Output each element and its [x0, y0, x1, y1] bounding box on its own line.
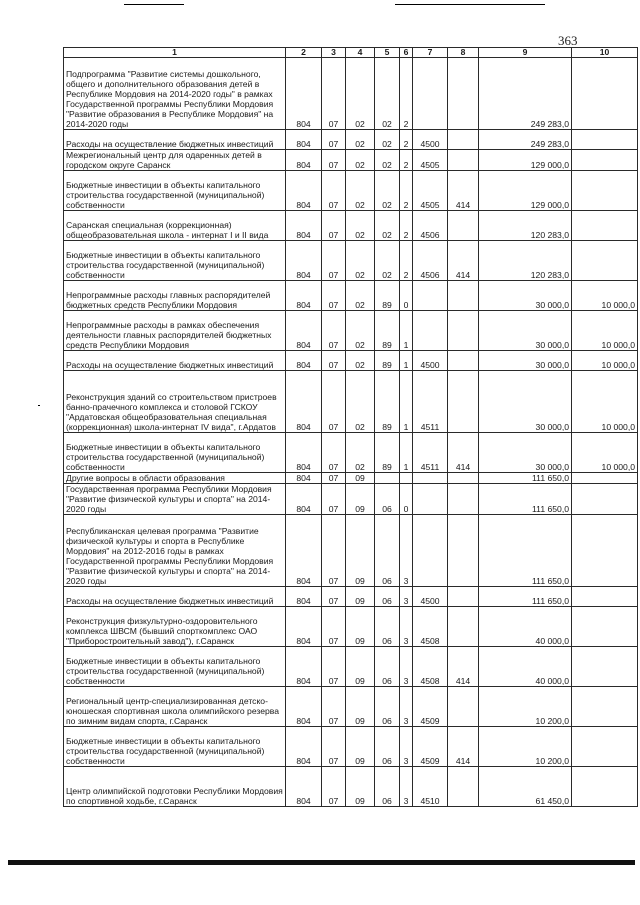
- cell-col-10: 10 000,0: [572, 311, 638, 351]
- cell-col-5: 06: [375, 484, 400, 515]
- cell-col-7: 4505: [413, 150, 448, 171]
- budget-table: [63, 47, 638, 807]
- cell-col-4: 02: [346, 433, 375, 473]
- cell-col-10: 10 000,0: [572, 281, 638, 311]
- table-row: [64, 473, 638, 484]
- cell-col-4: 09: [346, 607, 375, 647]
- cell-col-2: 804: [286, 473, 322, 484]
- table-header-row: [64, 48, 638, 58]
- cell-col-5: 89: [375, 371, 400, 433]
- cell-col-7: 4508: [413, 607, 448, 647]
- table-row: [64, 433, 638, 473]
- row-description: Расходы на осуществление бюджетных инвестиций: [64, 587, 286, 607]
- row-description: Реконструкция зданий со строительством пристроев банно-прачечного комплекса и столовой ГСКОУ "Ардатовская общеобразовательная специальная (коррекционная) школа-интернат IV вида", г.Ардатов: [64, 371, 286, 433]
- page-number: 363: [558, 33, 578, 48]
- cell-col-10: [572, 473, 638, 484]
- cell-col-10: 10 000,0: [572, 371, 638, 433]
- cell-col-6: 2: [400, 58, 413, 130]
- cell-col-8: [448, 473, 479, 484]
- cell-col-5: 02: [375, 171, 400, 211]
- row-description: Саранская специальная (коррекционная) общеобразовательная школа - интернат I и II вида: [64, 211, 286, 241]
- cell-col-8: [448, 767, 479, 807]
- cell-col-6: 3: [400, 727, 413, 767]
- row-description: Бюджетные инвестиции в объекты капитального строительства государственной (муниципальной) собственности: [64, 433, 286, 473]
- row-description: Межрегиональный центр для одаренных детей в городском округе Саранск: [64, 150, 286, 171]
- row-description: Государственная программа Республики Мордовия "Развитие физической культуры и спорта" на 2014-2020 годы: [64, 484, 286, 515]
- cell-col-3: 07: [322, 433, 346, 473]
- cell-col-3: 07: [322, 58, 346, 130]
- cell-col-4: 02: [346, 281, 375, 311]
- table-row: [64, 171, 638, 211]
- cell-col-8: [448, 587, 479, 607]
- cell-col-7: [413, 311, 448, 351]
- cell-col-5: 89: [375, 281, 400, 311]
- cell-col-4: 09: [346, 484, 375, 515]
- cell-col-4: 02: [346, 130, 375, 150]
- cell-col-7: 4506: [413, 241, 448, 281]
- cell-col-3: 07: [322, 171, 346, 211]
- cell-col-8: [448, 687, 479, 727]
- cell-col-5: 06: [375, 647, 400, 687]
- cell-col-2: 804: [286, 281, 322, 311]
- column-header-4: 4: [346, 48, 375, 58]
- cell-col-5: 02: [375, 211, 400, 241]
- cell-col-10: 10 000,0: [572, 433, 638, 473]
- scan-mark-left-edge: [38, 405, 40, 406]
- table-row: [64, 281, 638, 311]
- cell-col-3: 07: [322, 371, 346, 433]
- cell-col-6: 2: [400, 150, 413, 171]
- cell-col-7: [413, 281, 448, 311]
- column-header-2: 2: [286, 48, 322, 58]
- cell-col-10: [572, 607, 638, 647]
- cell-col-2: 804: [286, 433, 322, 473]
- cell-col-8: [448, 281, 479, 311]
- table-row: [64, 241, 638, 281]
- cell-col-5: 02: [375, 130, 400, 150]
- row-description: Региональный центр-специализированная детско-юношеская спортивная школа олимпийского резерва по зимним видам спорта, г.Саранск: [64, 687, 286, 727]
- cell-col-7: 4505: [413, 171, 448, 211]
- cell-col-6: 2: [400, 241, 413, 281]
- page-bottom-border: [8, 860, 635, 865]
- cell-col-9: 120 283,0: [479, 211, 572, 241]
- cell-col-7: 4508: [413, 647, 448, 687]
- cell-col-7: 4509: [413, 727, 448, 767]
- table-row: [64, 587, 638, 607]
- column-header-10: 10: [572, 48, 638, 58]
- cell-col-6: 2: [400, 130, 413, 150]
- cell-col-9: 111 650,0: [479, 473, 572, 484]
- cell-col-4: 09: [346, 727, 375, 767]
- cell-col-2: 804: [286, 687, 322, 727]
- cell-col-9: 61 450,0: [479, 767, 572, 807]
- cell-col-7: 4506: [413, 211, 448, 241]
- cell-col-10: 10 000,0: [572, 351, 638, 371]
- table-row: [64, 311, 638, 351]
- cell-col-10: [572, 171, 638, 211]
- cell-col-7: 4510: [413, 767, 448, 807]
- cell-col-9: 111 650,0: [479, 484, 572, 515]
- row-description: Другие вопросы в области образования: [64, 473, 286, 484]
- cell-col-6: 1: [400, 311, 413, 351]
- cell-col-2: 804: [286, 58, 322, 130]
- cell-col-4: 02: [346, 58, 375, 130]
- cell-col-7: 4509: [413, 687, 448, 727]
- row-description: Непрограммные расходы главных распорядителей бюджетных средств Республики Мордовия: [64, 281, 286, 311]
- cell-col-7: [413, 473, 448, 484]
- column-header-5: 5: [375, 48, 400, 58]
- cell-col-3: 07: [322, 241, 346, 281]
- cell-col-3: 07: [322, 687, 346, 727]
- cell-col-8: 414: [448, 647, 479, 687]
- row-description: Бюджетные инвестиции в объекты капитального строительства государственной (муниципальной) собственности: [64, 727, 286, 767]
- cell-col-6: 1: [400, 371, 413, 433]
- cell-col-9: 111 650,0: [479, 515, 572, 587]
- cell-col-8: [448, 607, 479, 647]
- cell-col-2: 804: [286, 607, 322, 647]
- table-row: [64, 371, 638, 433]
- cell-col-7: 4500: [413, 587, 448, 607]
- cell-col-10: [572, 515, 638, 587]
- table-row: [64, 727, 638, 767]
- cell-col-7: 4500: [413, 130, 448, 150]
- cell-col-8: [448, 58, 479, 130]
- cell-col-9: 249 283,0: [479, 130, 572, 150]
- cell-col-4: 02: [346, 371, 375, 433]
- cell-col-4: 02: [346, 150, 375, 171]
- cell-col-3: 07: [322, 607, 346, 647]
- table-body: [64, 58, 638, 807]
- cell-col-9: 30 000,0: [479, 351, 572, 371]
- cell-col-4: 02: [346, 311, 375, 351]
- column-header-7: 7: [413, 48, 448, 58]
- cell-col-5: 02: [375, 150, 400, 171]
- cell-col-5: 06: [375, 767, 400, 807]
- table-row: [64, 58, 638, 130]
- cell-col-9: 30 000,0: [479, 311, 572, 351]
- row-description: Республиканская целевая программа "Развитие физической культуры и спорта в Республике Мордовия" на 2012-2016 годы в рамках Государственной программы Республики Мордовия "Развитие физической культуры и спорта" на 2014-2020 годы: [64, 515, 286, 587]
- cell-col-9: 10 200,0: [479, 687, 572, 727]
- cell-col-9: 30 000,0: [479, 433, 572, 473]
- cell-col-4: 02: [346, 211, 375, 241]
- cell-col-4: 09: [346, 647, 375, 687]
- cell-col-2: 804: [286, 515, 322, 587]
- cell-col-6: 3: [400, 647, 413, 687]
- cell-col-4: 09: [346, 687, 375, 727]
- cell-col-5: 06: [375, 515, 400, 587]
- cell-col-8: [448, 371, 479, 433]
- column-header-8: 8: [448, 48, 479, 58]
- table-row: [64, 484, 638, 515]
- cell-col-8: [448, 484, 479, 515]
- cell-col-5: 89: [375, 351, 400, 371]
- cell-col-4: 09: [346, 767, 375, 807]
- cell-col-5: 89: [375, 433, 400, 473]
- cell-col-6: 3: [400, 515, 413, 587]
- cell-col-2: 804: [286, 587, 322, 607]
- cell-col-8: [448, 211, 479, 241]
- cell-col-7: 4511: [413, 371, 448, 433]
- cell-col-8: 414: [448, 433, 479, 473]
- cell-col-7: [413, 58, 448, 130]
- cell-col-3: 07: [322, 587, 346, 607]
- cell-col-6: 3: [400, 767, 413, 807]
- cell-col-8: [448, 130, 479, 150]
- cell-col-2: 804: [286, 484, 322, 515]
- cell-col-3: 07: [322, 211, 346, 241]
- cell-col-10: [572, 727, 638, 767]
- cell-col-5: 06: [375, 587, 400, 607]
- cell-col-10: [572, 687, 638, 727]
- cell-col-2: 804: [286, 150, 322, 171]
- cell-col-8: 414: [448, 171, 479, 211]
- row-description: Бюджетные инвестиции в объекты капитального строительства государственной (муниципальной) собственности: [64, 241, 286, 281]
- row-description: Бюджетные инвестиции в объекты капитального строительства государственной (муниципальной) собственности: [64, 647, 286, 687]
- cell-col-9: 249 283,0: [479, 58, 572, 130]
- column-header-3: 3: [322, 48, 346, 58]
- cell-col-3: 07: [322, 311, 346, 351]
- cell-col-3: 07: [322, 767, 346, 807]
- table-row: [64, 515, 638, 587]
- cell-col-7: 4511: [413, 433, 448, 473]
- cell-col-7: 4500: [413, 351, 448, 371]
- cell-col-8: [448, 515, 479, 587]
- cell-col-10: [572, 58, 638, 130]
- cell-col-6: 1: [400, 433, 413, 473]
- cell-col-10: [572, 767, 638, 807]
- cell-col-4: 09: [346, 587, 375, 607]
- row-description: Реконструкция физкультурно-оздоровительного комплекса ШВСМ (бывший спорткомплекс ОАО "Приборостроительный завод"), г.Саранск: [64, 607, 286, 647]
- cell-col-2: 804: [286, 311, 322, 351]
- cell-col-3: 07: [322, 351, 346, 371]
- cell-col-4: 02: [346, 241, 375, 281]
- cell-col-3: 07: [322, 150, 346, 171]
- column-header-6: 6: [400, 48, 413, 58]
- table-row: [64, 607, 638, 647]
- scan-mark-top-left: [124, 4, 184, 5]
- cell-col-8: [448, 150, 479, 171]
- cell-col-8: [448, 351, 479, 371]
- cell-col-4: 02: [346, 351, 375, 371]
- column-header-9: 9: [479, 48, 572, 58]
- cell-col-6: 2: [400, 211, 413, 241]
- cell-col-10: [572, 587, 638, 607]
- cell-col-3: 07: [322, 473, 346, 484]
- cell-col-9: 129 000,0: [479, 150, 572, 171]
- row-description: Расходы на осуществление бюджетных инвестиций: [64, 351, 286, 371]
- column-header-1: 1: [64, 48, 286, 58]
- cell-col-8: 414: [448, 241, 479, 281]
- cell-col-6: [400, 473, 413, 484]
- row-description: Бюджетные инвестиции в объекты капитального строительства государственной (муниципальной) собственности: [64, 171, 286, 211]
- cell-col-6: 2: [400, 171, 413, 211]
- cell-col-6: 3: [400, 607, 413, 647]
- cell-col-5: 02: [375, 58, 400, 130]
- cell-col-3: 07: [322, 130, 346, 150]
- cell-col-5: 06: [375, 727, 400, 767]
- cell-col-9: 30 000,0: [479, 281, 572, 311]
- cell-col-9: 129 000,0: [479, 171, 572, 211]
- cell-col-10: [572, 241, 638, 281]
- cell-col-2: 804: [286, 211, 322, 241]
- cell-col-7: [413, 484, 448, 515]
- cell-col-4: 09: [346, 473, 375, 484]
- cell-col-6: 1: [400, 351, 413, 371]
- row-description: Подпрограмма "Развитие системы дошкольного, общего и дополнительного образования детей в Республике Мордовия на 2014-2020 годы" в рамках Государственной программы Республики Мордовия "Развитие образования в Республике Мордовия" на 2014-2020 годы: [64, 58, 286, 130]
- table-row: [64, 687, 638, 727]
- cell-col-6: 0: [400, 281, 413, 311]
- cell-col-6: 3: [400, 687, 413, 727]
- cell-col-9: 10 200,0: [479, 727, 572, 767]
- cell-col-10: [572, 150, 638, 171]
- cell-col-10: [572, 211, 638, 241]
- cell-col-9: 40 000,0: [479, 647, 572, 687]
- cell-col-9: 40 000,0: [479, 607, 572, 647]
- cell-col-9: 30 000,0: [479, 371, 572, 433]
- cell-col-3: 07: [322, 515, 346, 587]
- cell-col-9: 120 283,0: [479, 241, 572, 281]
- cell-col-3: 07: [322, 727, 346, 767]
- row-description: Непрограммные расходы в рамках обеспечения деятельности главных распорядителей бюджетных средств Республики Мордовия: [64, 311, 286, 351]
- table-row: [64, 130, 638, 150]
- cell-col-9: 111 650,0: [479, 587, 572, 607]
- cell-col-3: 07: [322, 281, 346, 311]
- cell-col-5: [375, 473, 400, 484]
- cell-col-3: 07: [322, 647, 346, 687]
- table-row: [64, 351, 638, 371]
- cell-col-5: 89: [375, 311, 400, 351]
- scan-mark-top-right: [395, 4, 545, 5]
- cell-col-5: 06: [375, 687, 400, 727]
- cell-col-10: [572, 647, 638, 687]
- cell-col-2: 804: [286, 130, 322, 150]
- cell-col-2: 804: [286, 351, 322, 371]
- cell-col-10: [572, 130, 638, 150]
- cell-col-2: 804: [286, 647, 322, 687]
- cell-col-2: 804: [286, 241, 322, 281]
- table-row: [64, 211, 638, 241]
- cell-col-2: 804: [286, 727, 322, 767]
- cell-col-2: 804: [286, 171, 322, 211]
- row-description: Центр олимпийской подготовки Республики Мордовия по спортивной ходьбе, г.Саранск: [64, 767, 286, 807]
- table-row: [64, 150, 638, 171]
- cell-col-4: 02: [346, 171, 375, 211]
- cell-col-3: 07: [322, 484, 346, 515]
- table-row: [64, 767, 638, 807]
- cell-col-5: 02: [375, 241, 400, 281]
- cell-col-8: 414: [448, 727, 479, 767]
- table-row: [64, 647, 638, 687]
- cell-col-5: 06: [375, 607, 400, 647]
- cell-col-10: [572, 484, 638, 515]
- cell-col-2: 804: [286, 767, 322, 807]
- cell-col-2: 804: [286, 371, 322, 433]
- cell-col-6: 3: [400, 587, 413, 607]
- row-description: Расходы на осуществление бюджетных инвестиций: [64, 130, 286, 150]
- cell-col-7: [413, 515, 448, 587]
- cell-col-4: 09: [346, 515, 375, 587]
- cell-col-8: [448, 311, 479, 351]
- cell-col-6: 0: [400, 484, 413, 515]
